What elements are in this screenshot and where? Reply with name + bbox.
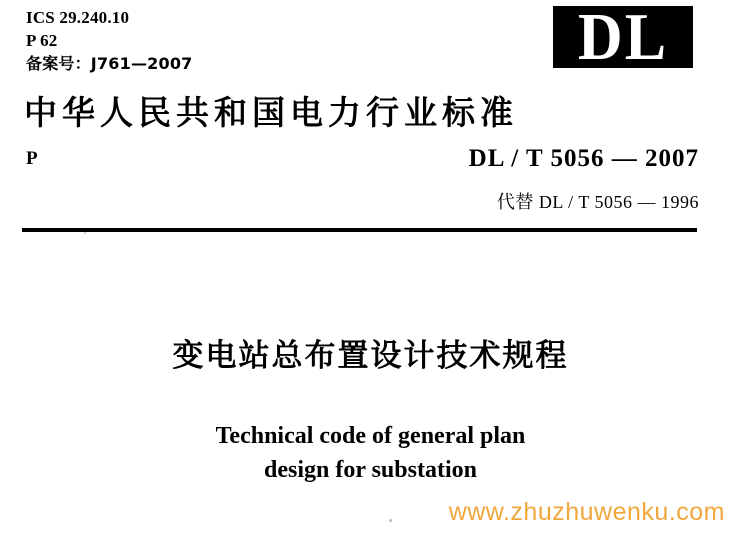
record-number: 备案号：J761—2007 [26,54,193,73]
scan-speck [84,232,86,234]
document-title-chinese: 变电站总布置设计技术规程 [172,338,569,374]
document-title-english [0,419,741,487]
classification-code: P 62 [26,31,58,50]
document-title-english-line1: Technical code of general plan [215,423,526,449]
watermark: www.zhuzhuwenku.com [448,498,725,526]
p-mark: P [26,148,38,169]
issuer-title: 中华人民共和国电力行业标准 [24,93,518,132]
standard-replaces: 代替 DL / T 5056 — 1996 [496,192,699,212]
document-title-english-line2: design for substation [264,457,477,483]
dl-logo [553,6,693,68]
dl-logo-text: DL [577,6,669,68]
scan-speck [389,519,392,522]
ics-code: ICS 29.240.10 [26,8,130,27]
header-left-block [26,6,192,75]
header-divider [22,228,697,232]
standard-number: DL / T 5056 — 2007 [468,145,699,172]
